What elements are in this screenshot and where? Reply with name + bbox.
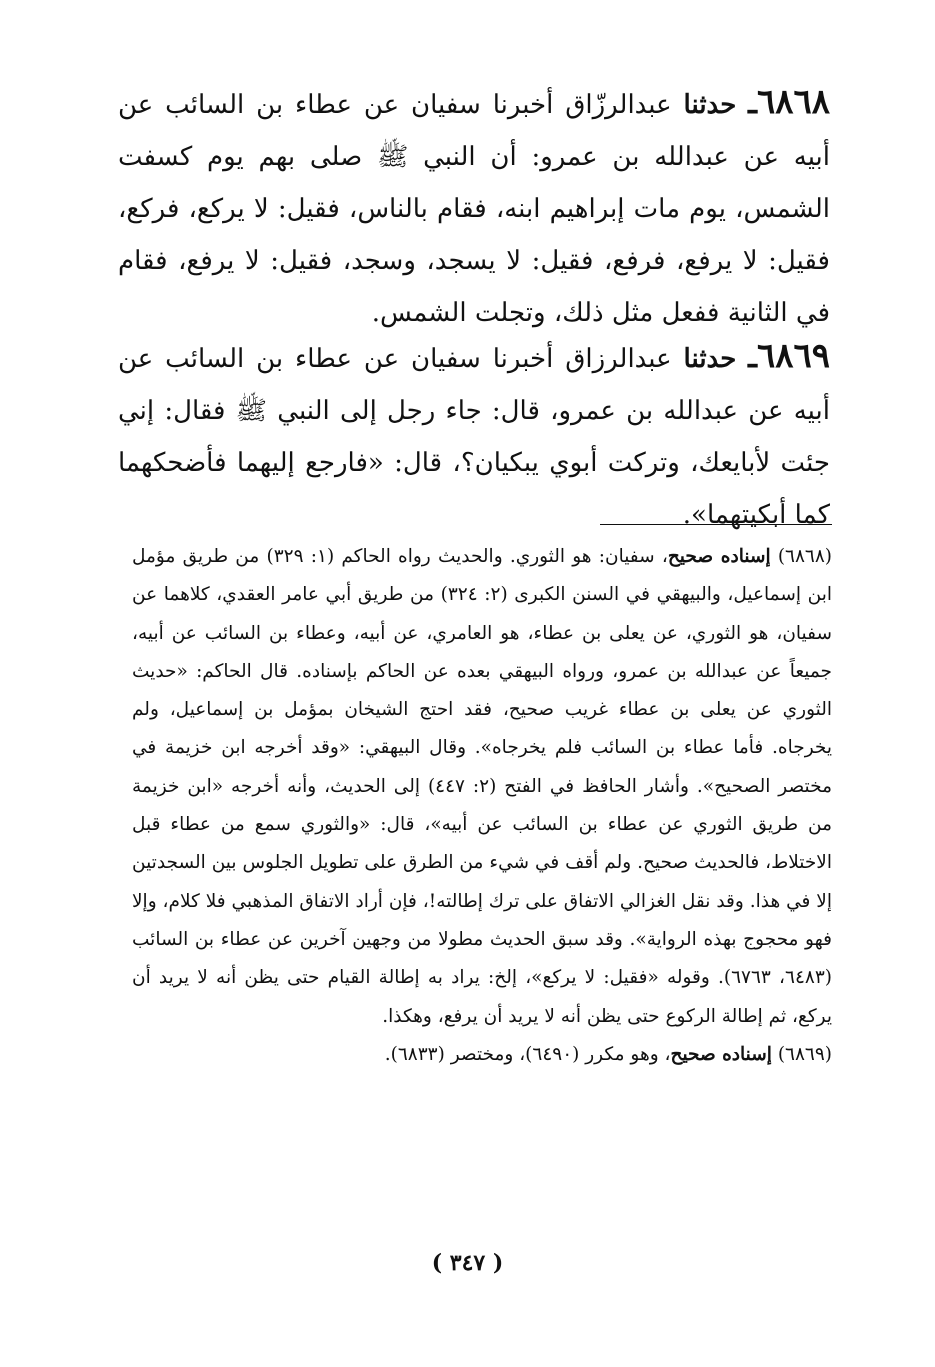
footnote-separator: [600, 524, 832, 525]
footnote-grade: إسناده صحيح: [667, 546, 771, 567]
hadith-number: ٦٨٦٩: [756, 336, 830, 376]
footnotes: [132, 538, 832, 1074]
footnote-grade: إسناده صحيح: [670, 1043, 772, 1065]
page-number: ( ٣٤٧ ): [431, 1250, 504, 1276]
hadith-6869: [118, 330, 830, 541]
footnote-text: ، سفيان: هو الثوري. والحديث رواه الحاكم (١: ٣٢٩) من طريق مؤمل ابن إسماعيل، والبيهقي في السنن الكبرى (٢: ٣٢٤) من طريق أبي عامر العقدي، كلاهما عن سفيان، هو الثوري، عن يعلى بن عطاء، هو العامري، عن أبيه، وعطاء بن السائب عن أبيه، جميعاً عن عبدالله بن عمرو، ورواه البيهقي بعده عن الحاكم بإسناده. قال الحاكم: «حديث الثوري عن يعلى بن عطاء غريب صحيح، فقد احتج الشيخان بمؤمل بن إسماعيل، ولم يخرجاه. فأما عطاء بن السائب فلم يخرجاه». وقال البيهقي: «وقد أخرجه ابن خزيمة في مختصر الصحيح». وأشار الحافظ في الفتح (٢: ٤٤٧) إلى الحديث، وأنه أخرجه «ابن خزيمة من طريق الثوري عن عطاء بن السائب عن أبيه»، قال: «والثوري سمع من عطاء قبل الاختلاط، فالحديث صحيح. ولم أقف في شيء من الطرق على تطويل الجلوس بين السجدتين إلا في هذا. وقد نقل الغزالي الاتفاق على ترك إطالته!، فإن أراد الاتفاق المذهبي فلا كلام، وإلا فهو محجوج بهذه الرواية». وقد سبق الحديث مطولا من وجهين آخرين عن عطاء بن السائب (٦٤٨٣، ٦٧٦٣). وقوله «فقيل: لا يركع»، إلخ: يراد به إطالة القيام حتى يظن أنه لا يريد أن يركع، ثم إطالة الركوع حتى يظن أنه لا يريد أن يرفع، وهكذا.: [132, 546, 832, 1027]
footnote-6868: [132, 538, 832, 1036]
hadith-6868: [118, 76, 830, 339]
hadith-number: ٦٨٦٨: [756, 82, 830, 122]
hadith-lead-word: حدثنا: [683, 90, 737, 120]
footnote-ref: (٦٨٦٨): [777, 546, 832, 567]
hadith-text: عبدالرزّاق أخبرنا سفيان عن عطاء بن السائب عن أبيه عن عبدالله بن عمرو: أن النبي ﷺ صلى بهم يوم كسفت الشمس، يوم مات إبراهيم ابنه، فقام بالناس، فقيل: لا يركع، فركع، فقيل: لا يرفع، فرفع، فقيل: لا يسجد، وسجد، فقيل: لا يرفع، فقام في الثانية ففعل مثل ذلك، وتجلت الشمس.: [118, 90, 830, 328]
footnote-ref: (٦٨٦٩): [777, 1043, 832, 1065]
hadith-dash: ـ: [748, 86, 757, 121]
footnote-6869: [132, 1036, 832, 1074]
hadith-lead-word: حدثنا: [683, 344, 737, 374]
hadith-dash: ـ: [748, 340, 757, 375]
footnote-text: ، وهو مكرر (٦٤٩٠)، ومختصر (٦٨٣٣).: [384, 1043, 671, 1065]
hadith-text: عبدالرزاق أخبرنا سفيان عن عطاء بن السائب عن أبيه عن عبدالله بن عمرو، قال: جاء رجل إلى النبي ﷺ فقال: إني جئت لأبايعك، وتركت أبوي يبكيان؟، قال: «فارجع إليهما فأضحكهما كما أبكيتهما».: [118, 344, 830, 530]
